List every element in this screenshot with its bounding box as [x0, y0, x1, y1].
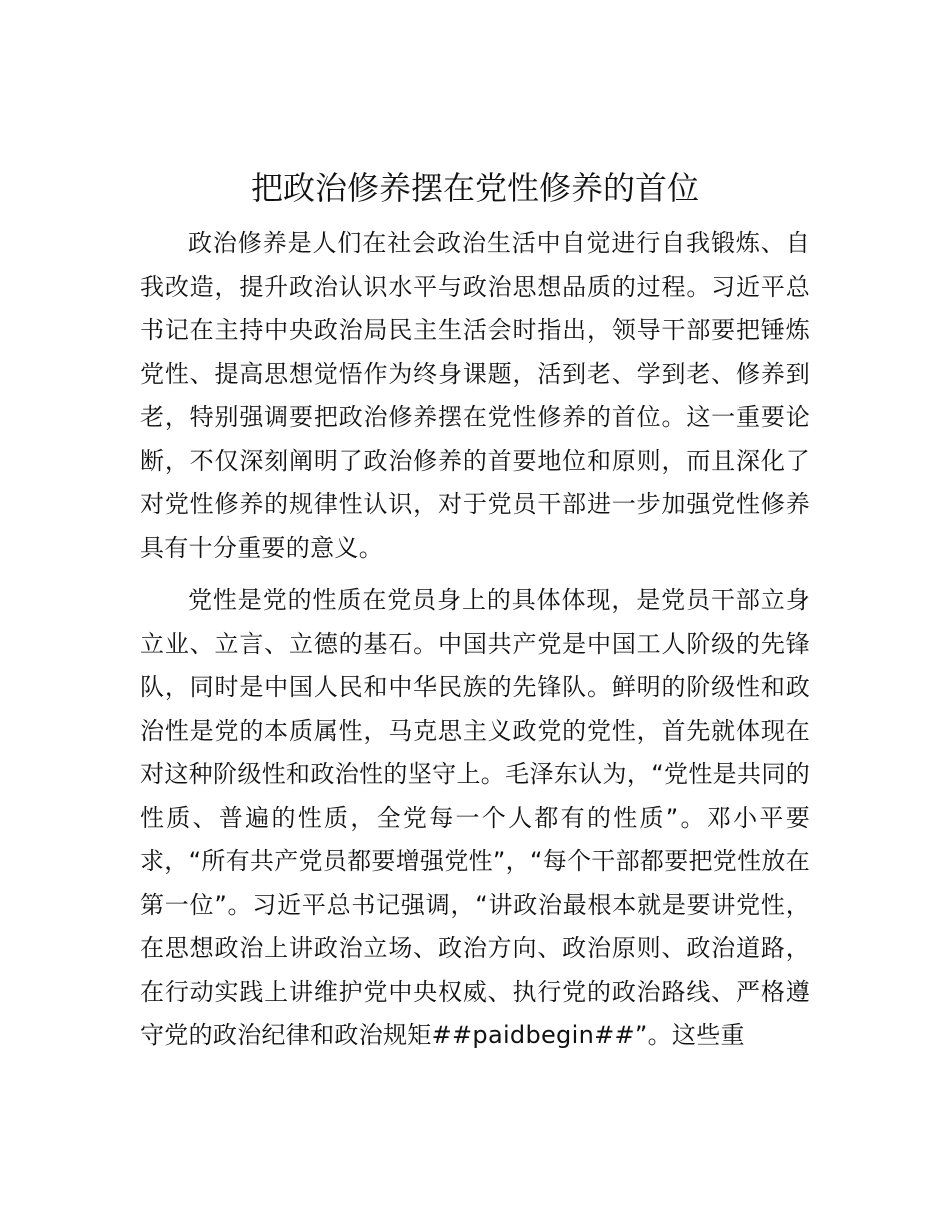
- paragraph-2: 党性是党的性质在党员身上的具体体现，是党员干部立身立业、立言、立德的基石。中国共产党是中国工人阶级的先锋队，同时是中国人民和中华民族的先锋队。鲜明的阶级性和政治性是党的本质属性，马克思主义政党的党性，首先就体现在对这种阶级性和政治性的坚守上。毛泽东认为，“党性是共同的性质、普遍的性质，全党每一个人都有的性质”。邓小平要求，“所有共产党员都要增强党性”，“每个干部都要把党性放在第一位”。习近平总书记强调，“讲政治最根本就是要讲党性，在思想政治上讲政治立场、政治方向、政治原则、政治道路，在行动实践上讲维护党中央权威、执行党的政治路线、严格遵守党的政治纪律和政治规矩##paidbegin##”。这些重: [140, 586, 810, 1049]
- document-title: 把政治修养摆在党性修养的首位: [250, 169, 699, 207]
- paragraph-1: 政治修养是人们在社会政治生活中自觉进行自我锻炼、自我改造，提升政治认识水平与政治思想品质的过程。习近平总书记在主持中央政治局民主生活会时指出，领导干部要把锤炼党性、提高思想觉悟作为终身课题，活到老、学到老、修养到老，特别强调要把政治修养摆在党性修养的首位。这一重要论断，不仅深刻阐明了政治修养的首要地位和原则，而且深化了对党性修养的规律性认识，对于党员干部进一步加强党性修养具有十分重要的意义。: [140, 229, 810, 562]
